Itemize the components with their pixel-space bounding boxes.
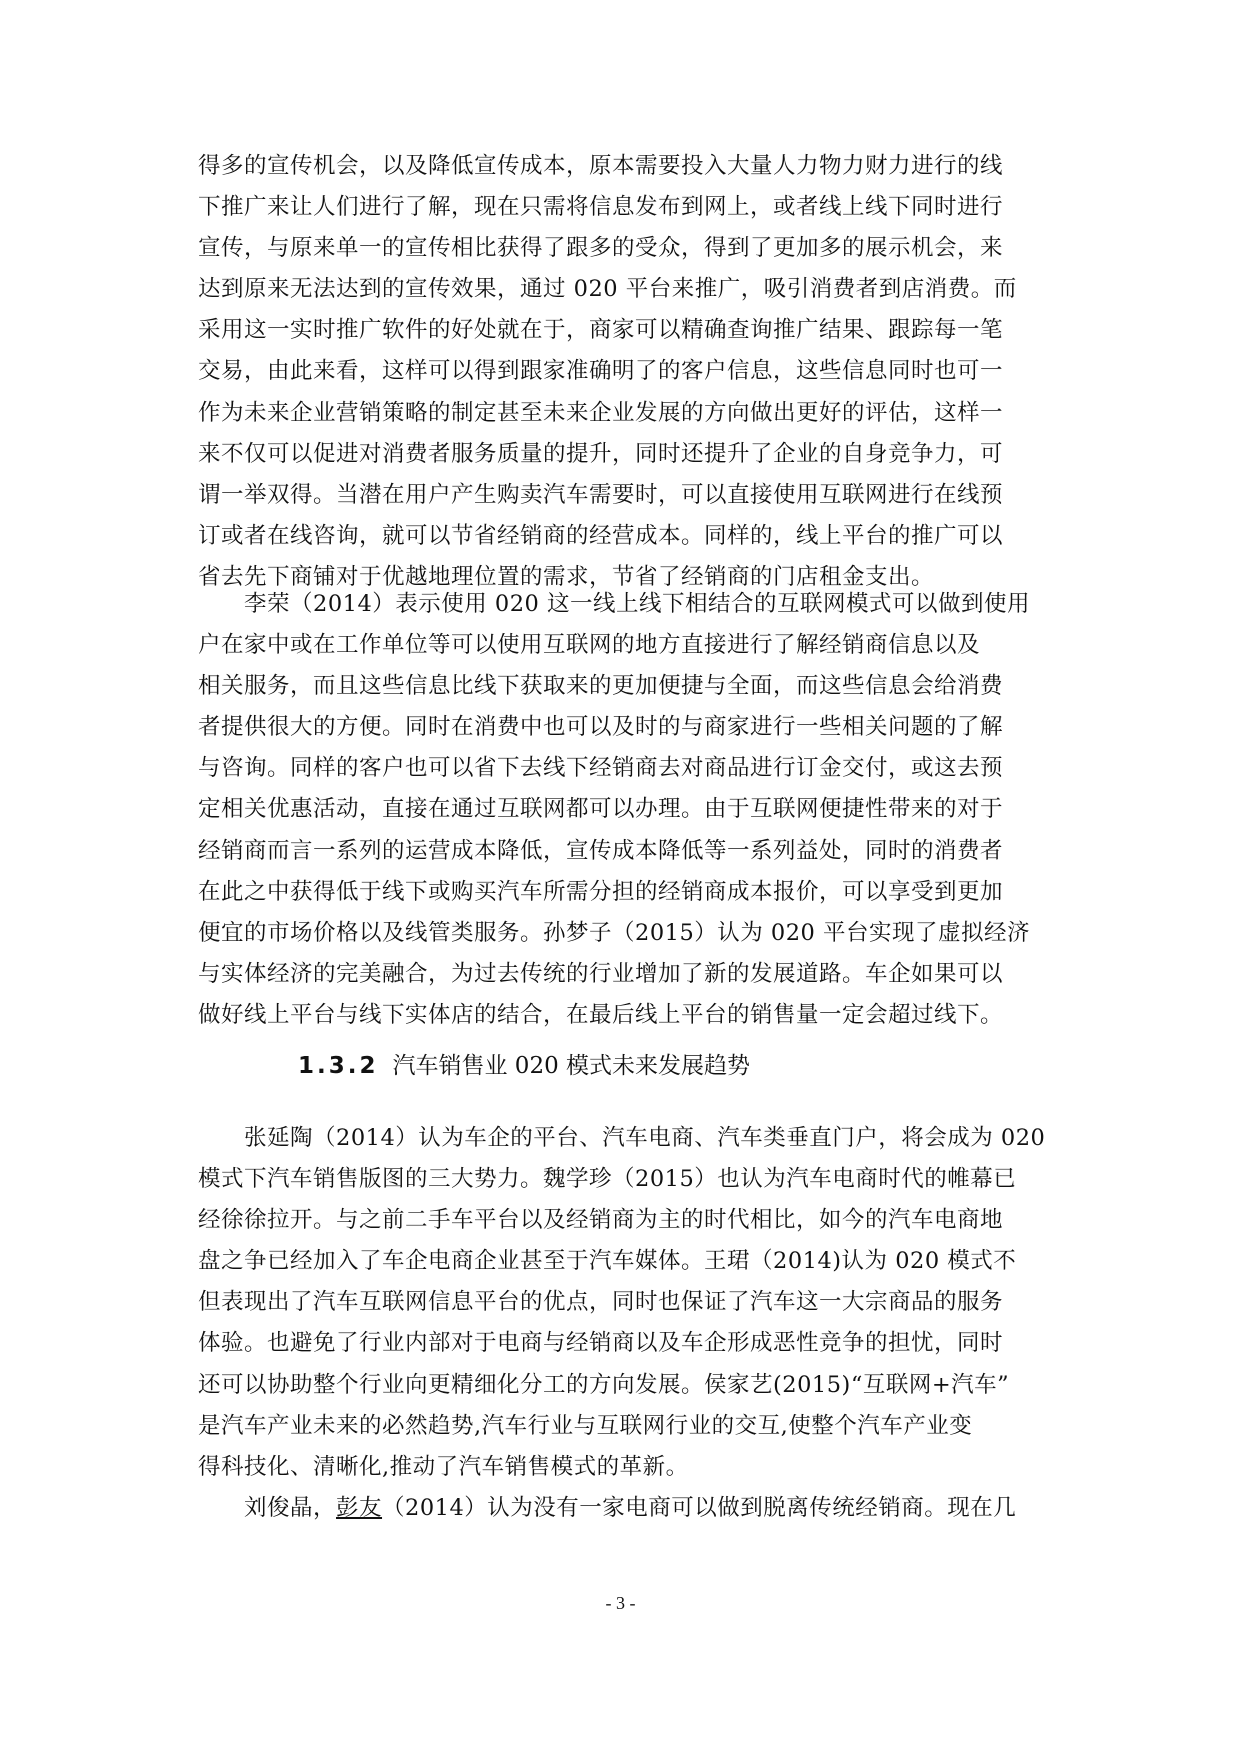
text-line: 模式下汽车销售版图的三大势力。魏学珍（2015）也认为汽车电商时代的帷幕已	[198, 1166, 1017, 1193]
text-line: 定相关优惠活动，直接在通过互联网都可以办理。由于互联网便捷性带来的对于	[198, 796, 1004, 823]
text-line: 宣传，与原来单一的宣传相比获得了跟多的受众，得到了更加多的展示机会，来	[198, 235, 1004, 262]
text-line: 相关服务，而且这些信息比线下获取来的更加便捷与全面，而这些信息会给消费	[198, 673, 1004, 700]
text-line: 来不仅可以促进对消费者服务质量的提升，同时还提升了企业的自身竞争力，可	[198, 440, 1004, 467]
text-line: 采用这一实时推广软件的好处就在于，商家可以精确查询推广结果、跟踪每一笔	[198, 317, 1004, 344]
text-line: 经销商而言一系列的运营成本降低，宣传成本降低等一系列益处，同时的消费者	[198, 837, 1004, 864]
text-line: 下推广来让人们进行了解，现在只需将信息发布到网上，或者线上线下同时进行	[198, 194, 1004, 221]
text-fragment: （2014）认为没有一家电商可以做到脱离传统经销商。现在几	[382, 1495, 1017, 1521]
text-line: 做好线上平台与线下实体店的结合，在最后线上平台的销售量一定会超过线下。	[198, 1001, 1004, 1028]
page-number: - 3 -	[605, 1593, 636, 1613]
text-line: 交易，由此来看，这样可以得到跟家准确明了的客户信息，这些信息同时也可一	[198, 358, 1004, 385]
section-number: 1.3.2	[298, 1053, 379, 1079]
text-line: 户在家中或在工作单位等可以使用互联网的地方直接进行了解经销商信息以及	[198, 632, 981, 659]
text-line: 经徐徐拉开。与之前二手车平台以及经销商为主的时代相比，如今的汽车电商地	[198, 1207, 1004, 1234]
text-line: 是汽车产业未来的必然趋势,汽车行业与互联网行业的交互,使整个汽车产业变	[198, 1412, 973, 1439]
text-line: 便宜的市场价格以及线管类服务。孙梦子（2015）认为 020 平台实现了虚拟经济	[198, 919, 1031, 946]
text-line: 作为未来企业营销策略的制定甚至未来企业发展的方向做出更好的评估，这样一	[198, 399, 1004, 426]
text-line: 盘之争已经加入了车企电商企业甚至于汽车媒体。王珺（2014)认为 020 模式不	[198, 1248, 1017, 1275]
section-title: 汽车销售业 020 模式未来发展趋势	[392, 1053, 751, 1079]
paragraph-liu-junjing	[198, 1488, 1078, 1529]
text-line: 者提供很大的方便。同时在消费中也可以及时的与商家进行一些相关问题的了解	[198, 714, 1004, 741]
text-line: 得科技化、清晰化,推动了汽车销售模式的革新。	[198, 1453, 689, 1480]
text-line: 订或者在线咨询，就可以节省经销商的经营成本。同样的，线上平台的推广可以	[198, 522, 1004, 549]
text-line: 谓一举双得。当潜在用户产生购卖汽车需要时，可以直接使用互联网进行在线预	[198, 481, 1004, 508]
text-line: 李荣（2014）表示使用 020 这一线上线下相结合的互联网模式可以做到使用	[198, 591, 1031, 617]
section-heading	[298, 1046, 750, 1086]
text-line: 张延陶（2014）认为车企的平台、汽车电商、汽车类垂直门户，将会成为 020	[198, 1125, 1046, 1151]
text-line: 体验。也避免了行业内部对于电商与经销商以及车企形成恶性竞争的担忧，同时	[198, 1330, 1004, 1357]
text-line: 与咨询。同样的客户也可以省下去线下经销商去对商品进行订金交付，或这去预	[198, 755, 1004, 782]
text-line: 达到原来无法达到的宣传效果，通过 020 平台来推广，吸引消费者到店消费。而	[198, 276, 1017, 303]
paragraph-li-rong-body	[198, 584, 1078, 1036]
text-line: 但表现出了汽车互联网信息平台的优点，同时也保证了汽车这一大宗商品的服务	[198, 1289, 1004, 1316]
text-line: 还可以协助整个行业向更精细化分工的方向发展。侯家艺(2015)“互联网+汽车”	[198, 1371, 1010, 1398]
paragraph-intro-continuation	[198, 146, 1078, 598]
author-names: 刘俊晶，	[198, 1495, 337, 1521]
underlined-author: 彭友	[336, 1495, 383, 1521]
text-line: 与实体经济的完美融合，为过去传统的行业增加了新的发展道路。车企如果可以	[198, 960, 1004, 987]
text-line: 在此之中获得低于线下或购买汽车所需分担的经销商成本报价，可以享受到更加	[198, 878, 1004, 905]
paragraph-zhang-yantao	[198, 1118, 1078, 1488]
text-line: 得多的宣传机会，以及降低宣传成本，原本需要投入大量人力物力财力进行的线	[198, 153, 1004, 179]
text-line	[198, 1488, 1078, 1529]
text-line: 省去先下商铺对于优越地理位置的需求，节省了经销商的门店租金支出。	[198, 563, 935, 590]
